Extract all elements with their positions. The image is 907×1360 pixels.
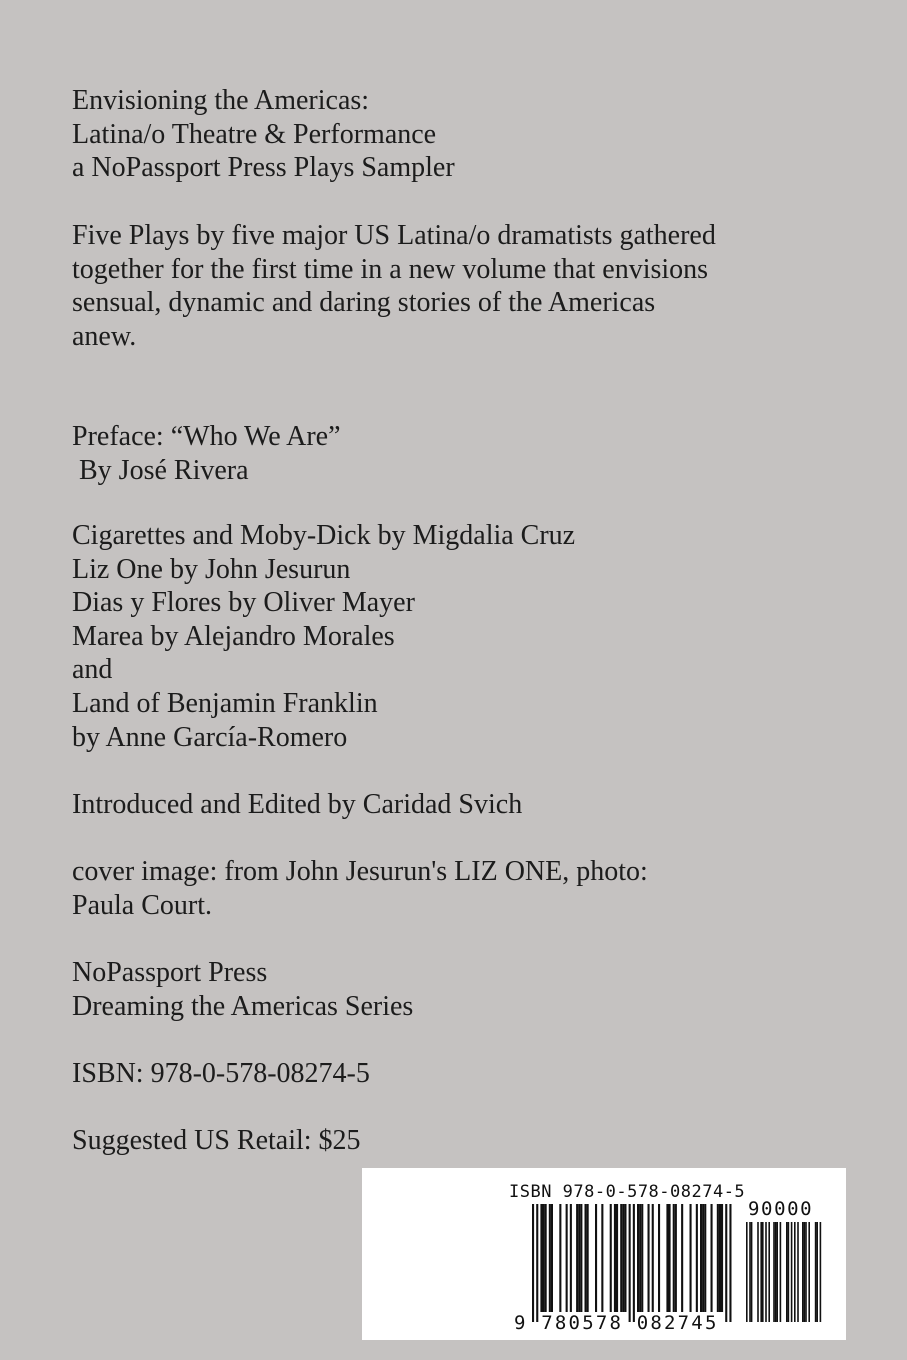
play-item: Liz One by John Jesurun xyxy=(72,553,351,585)
blurb-line: anew. xyxy=(72,320,137,352)
barcode-bar xyxy=(610,1204,612,1312)
barcode-bar xyxy=(601,1204,603,1312)
play-item: Land of Benjamin Franklin xyxy=(72,687,378,719)
barcode-bar xyxy=(543,1204,545,1312)
ean13-barcode xyxy=(532,1204,736,1322)
addon-bar xyxy=(773,1222,775,1322)
addon-barcode xyxy=(746,1222,826,1322)
barcode-bar xyxy=(690,1204,692,1312)
barcode-bar xyxy=(578,1204,580,1312)
barcode-bar xyxy=(629,1204,631,1322)
editor-credit xyxy=(72,788,522,822)
barcode-bar xyxy=(622,1204,624,1312)
barcode-bar xyxy=(719,1204,721,1312)
barcode-bar xyxy=(675,1204,677,1312)
addon-bar xyxy=(762,1222,764,1322)
addon-bar xyxy=(751,1222,753,1322)
addon-bar xyxy=(776,1222,778,1322)
blurb-line: together for the first time in a new volume that envisions xyxy=(72,253,709,285)
barcode-bar xyxy=(725,1204,727,1322)
addon-bar xyxy=(802,1222,804,1322)
addon-bar xyxy=(746,1222,748,1322)
cover-credit xyxy=(72,855,648,922)
play-item: Cigarettes and Moby-Dick by Migdalia Cruz xyxy=(72,520,576,551)
barcode-bar xyxy=(652,1204,654,1312)
preface-author: By José Rivera xyxy=(72,454,249,486)
barcode-bar xyxy=(633,1204,635,1322)
isbn-text xyxy=(72,1057,370,1091)
addon-bar xyxy=(805,1222,807,1322)
barcode-bar xyxy=(576,1204,578,1312)
addon-bar xyxy=(768,1222,770,1322)
play-conjunction: and xyxy=(72,654,113,686)
barcode-bar xyxy=(637,1204,639,1312)
barcode-bar xyxy=(585,1204,587,1312)
blurb xyxy=(72,219,716,353)
barcode-bar xyxy=(702,1204,704,1312)
barcode-bar xyxy=(648,1204,650,1312)
barcode-bar xyxy=(700,1204,702,1312)
cover-credit-line: cover image: from John Jesurun's LIZ ONE, photo: xyxy=(72,856,648,887)
barcode-box xyxy=(362,1168,846,1340)
retail-price xyxy=(72,1124,361,1158)
editor-line: Introduced and Edited by Caridad Svich xyxy=(72,789,523,820)
addon-bar xyxy=(775,1222,777,1322)
barcode-bar xyxy=(721,1204,723,1312)
barcode-bar xyxy=(729,1204,731,1322)
barcode-bar xyxy=(536,1204,538,1322)
addon-bar xyxy=(816,1222,818,1322)
addon-bar xyxy=(788,1222,790,1322)
addon-bar xyxy=(815,1222,817,1322)
play-item: Marea by Alejandro Morales xyxy=(72,620,395,652)
barcode-bar xyxy=(620,1204,622,1312)
barcode-bar xyxy=(580,1204,582,1312)
addon-bar xyxy=(757,1222,759,1322)
title-block xyxy=(72,84,455,185)
series-line: a NoPassport Press Plays Sampler xyxy=(72,152,455,184)
barcode-bar xyxy=(666,1204,668,1312)
cover-credit-line: Paula Court. xyxy=(72,889,212,921)
barcode-bar xyxy=(658,1204,660,1312)
preface xyxy=(72,420,341,487)
addon-bar xyxy=(780,1222,782,1322)
addon-bar xyxy=(804,1222,806,1322)
barcode-bar xyxy=(545,1204,547,1312)
subtitle-line: Latina/o Theatre & Performance xyxy=(72,118,437,150)
barcode-bar xyxy=(696,1204,698,1312)
barcode-bar xyxy=(549,1204,551,1312)
publisher xyxy=(72,956,413,1023)
barcode-bar xyxy=(641,1204,643,1312)
addon-bar xyxy=(765,1222,767,1322)
addon-bar xyxy=(791,1222,793,1322)
blurb-line: sensual, dynamic and daring stories of the Americas xyxy=(72,287,656,319)
barcode-bar xyxy=(595,1204,597,1312)
barcode-bar xyxy=(624,1204,626,1312)
plays-list xyxy=(72,519,575,754)
barcode-digits: 9 780578 082745 xyxy=(514,1312,719,1334)
barcode-bar xyxy=(540,1204,542,1312)
addon-bar xyxy=(749,1222,751,1322)
barcode-bar xyxy=(559,1204,561,1312)
publisher-name: NoPassport Press xyxy=(72,957,268,988)
barcode-addon-digits: 90000 xyxy=(748,1198,814,1220)
addon-bar xyxy=(786,1222,788,1322)
barcode-bar xyxy=(717,1204,719,1312)
barcode-bar xyxy=(551,1204,553,1312)
barcode-isbn-label: ISBN 978-0-578-08274-5 xyxy=(509,1182,746,1202)
barcode-bar xyxy=(711,1204,713,1312)
play-item: Dias y Flores by Oliver Mayer xyxy=(72,587,415,619)
barcode-bar xyxy=(570,1204,572,1312)
addon-bar xyxy=(808,1222,810,1322)
barcode-bar xyxy=(639,1204,641,1312)
title-line: Envisioning the Americas: xyxy=(72,85,370,116)
addon-bar xyxy=(820,1222,822,1322)
barcode-bar xyxy=(532,1204,534,1322)
barcode-bar xyxy=(681,1204,683,1312)
publisher-series: Dreaming the Americas Series xyxy=(72,990,414,1022)
addon-bar xyxy=(797,1222,799,1322)
preface-title: Preface: “Who We Are” xyxy=(72,421,341,452)
addon-bar xyxy=(794,1222,796,1322)
retail-line: Suggested US Retail: $25 xyxy=(72,1125,361,1156)
play-item-author: by Anne García-Romero xyxy=(72,721,348,753)
barcode-bar xyxy=(566,1204,568,1312)
blurb-line: Five Plays by five major US Latina/o dramatists gathered xyxy=(72,220,716,251)
barcode-bar xyxy=(587,1204,589,1312)
barcode-bar xyxy=(673,1204,675,1312)
barcode-bar xyxy=(616,1204,618,1312)
addon-bar xyxy=(760,1222,762,1322)
barcode-bar xyxy=(704,1204,706,1312)
isbn-line: ISBN: 978-0-578-08274-5 xyxy=(72,1058,370,1089)
barcode-bar xyxy=(614,1204,616,1312)
barcode-bar xyxy=(669,1204,671,1312)
